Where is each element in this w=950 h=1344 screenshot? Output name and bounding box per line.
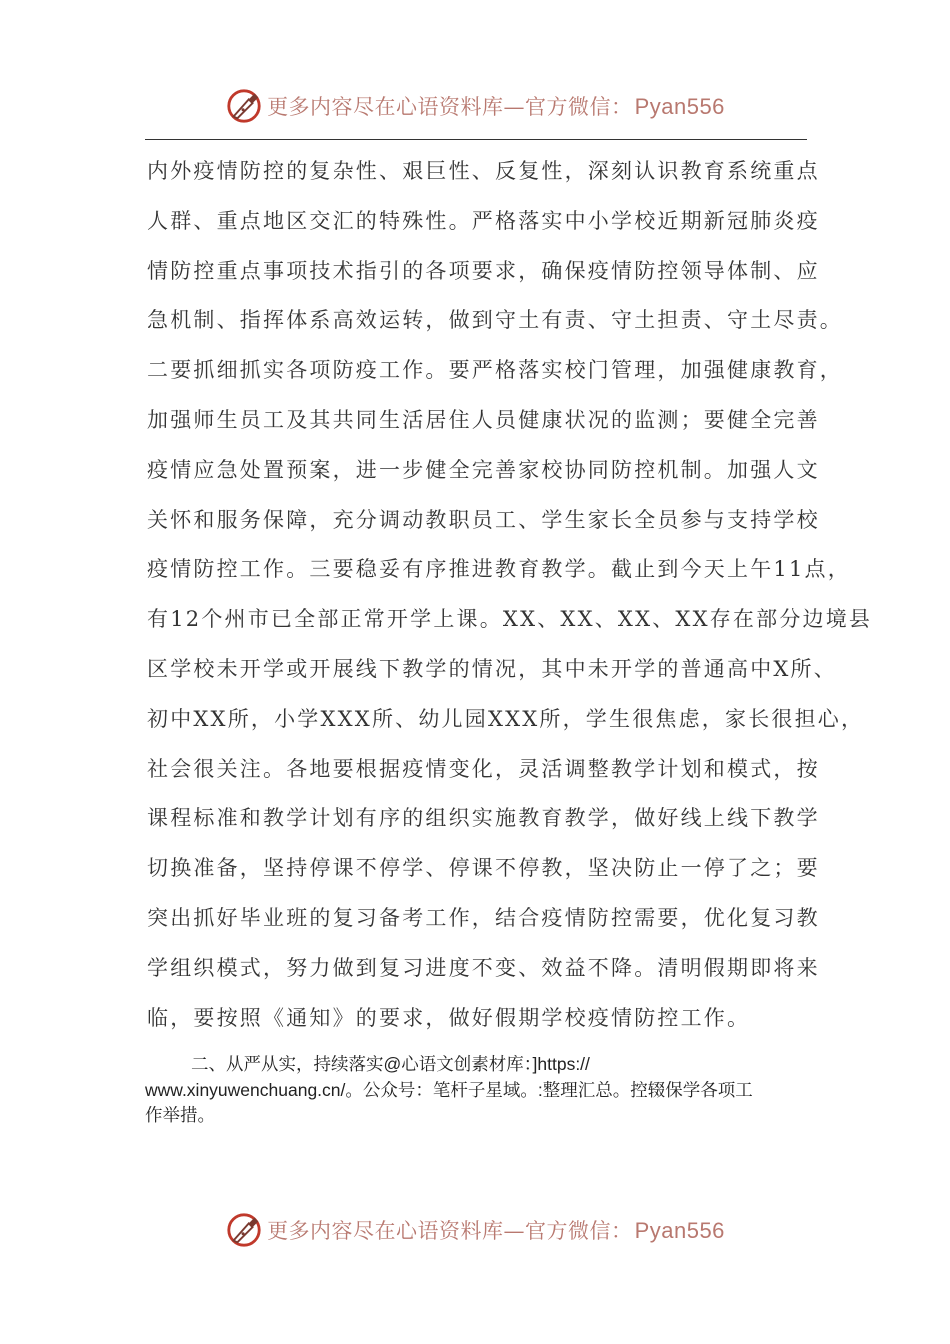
body-line: 突出抓好毕业班的复习备考工作，结合疫情防控需要，优化复习教: [147, 905, 820, 930]
body-line: 疫情应急处置预案，进一步健全完善家校协同防控机制。加强人文: [147, 457, 820, 482]
body-line: 情防控重点事项技术指引的各项要求，确保疫情防控领导体制、应: [147, 258, 820, 283]
footer-wechat-handle: Pyan556: [634, 1218, 725, 1243]
body-line: 二要抓细抓实各项防疫工作。要严格落实校门管理，加强健康教育，: [147, 358, 843, 383]
body-line: 临，要按照《通知》的要求，做好假期学校疫情防控工作。: [147, 1005, 751, 1030]
header-banner-text: [267, 91, 725, 121]
header-banner-label: 更多内容尽在心语资料库—官方微信：: [267, 95, 633, 119]
header-wechat-handle: Pyan556: [634, 94, 725, 119]
body-line: 疫情防控工作。三要稳妥有序推进教育教学。截止到今天上午11点，: [147, 557, 851, 582]
body-line: 区学校未开学或开展线下教学的情况，其中未开学的普通高中X所、: [147, 656, 837, 681]
footer-banner: [0, 1206, 950, 1254]
pen-nib-logo-icon: [225, 87, 263, 125]
body-line: 社会很关注。各地要根据疫情变化，灵活调整教学计划和模式，按: [147, 756, 820, 781]
footer-banner-label: 更多内容尽在心语资料库—官方微信：: [267, 1219, 633, 1243]
section-heading-paragraph: [145, 1052, 805, 1129]
body-line: 内外疫情防控的复杂性、艰巨性、反复性，深刻认识教育系统重点: [147, 159, 820, 183]
section-line: www.xinyuwenchuang.cn/。公众号：笔杆子星域。:整理汇总。控辍保学各项工: [145, 1079, 753, 1100]
body-line: 关怀和服务保障，充分调动教职员工、学生家长全员参与支持学校: [147, 507, 820, 532]
body-line: 有12个州市已全部正常开学上课。XX、XX、XX、XX存在部分边境县: [147, 607, 873, 632]
header-banner: [0, 82, 950, 130]
footer-banner-text: [267, 1215, 725, 1245]
body-line: 课程标准和教学计划有序的组织实施教育教学，做好线上线下教学: [147, 806, 820, 831]
section-line: 作举措。: [145, 1105, 215, 1125]
body-paragraph: [147, 147, 873, 1043]
section-line: 二、从严从实，持续落实@心语文创素材库：]https://: [191, 1054, 590, 1074]
body-line: 切换准备，坚持停课不停学、停课不停教，坚决防止一停了之；要: [147, 856, 820, 881]
body-line: 人群、重点地区交汇的特殊性。严格落实中小学校近期新冠肺炎疫: [147, 208, 820, 233]
body-line: 急机制、指挥体系高效运转，做到守土有责、守土担责、守土尽责。: [147, 308, 843, 333]
pen-nib-logo-icon: [225, 1211, 263, 1249]
body-line: 初中XX所，小学XXX所、幼儿园XXX所，学生很焦虑，家长很担心，: [147, 706, 865, 731]
body-line: 加强师生员工及其共同生活居住人员健康状况的监测；要健全完善: [147, 407, 820, 432]
body-line: 学组织模式，努力做到复习进度不变、效益不降。清明假期即将来: [147, 955, 820, 980]
header-divider: [145, 139, 807, 140]
